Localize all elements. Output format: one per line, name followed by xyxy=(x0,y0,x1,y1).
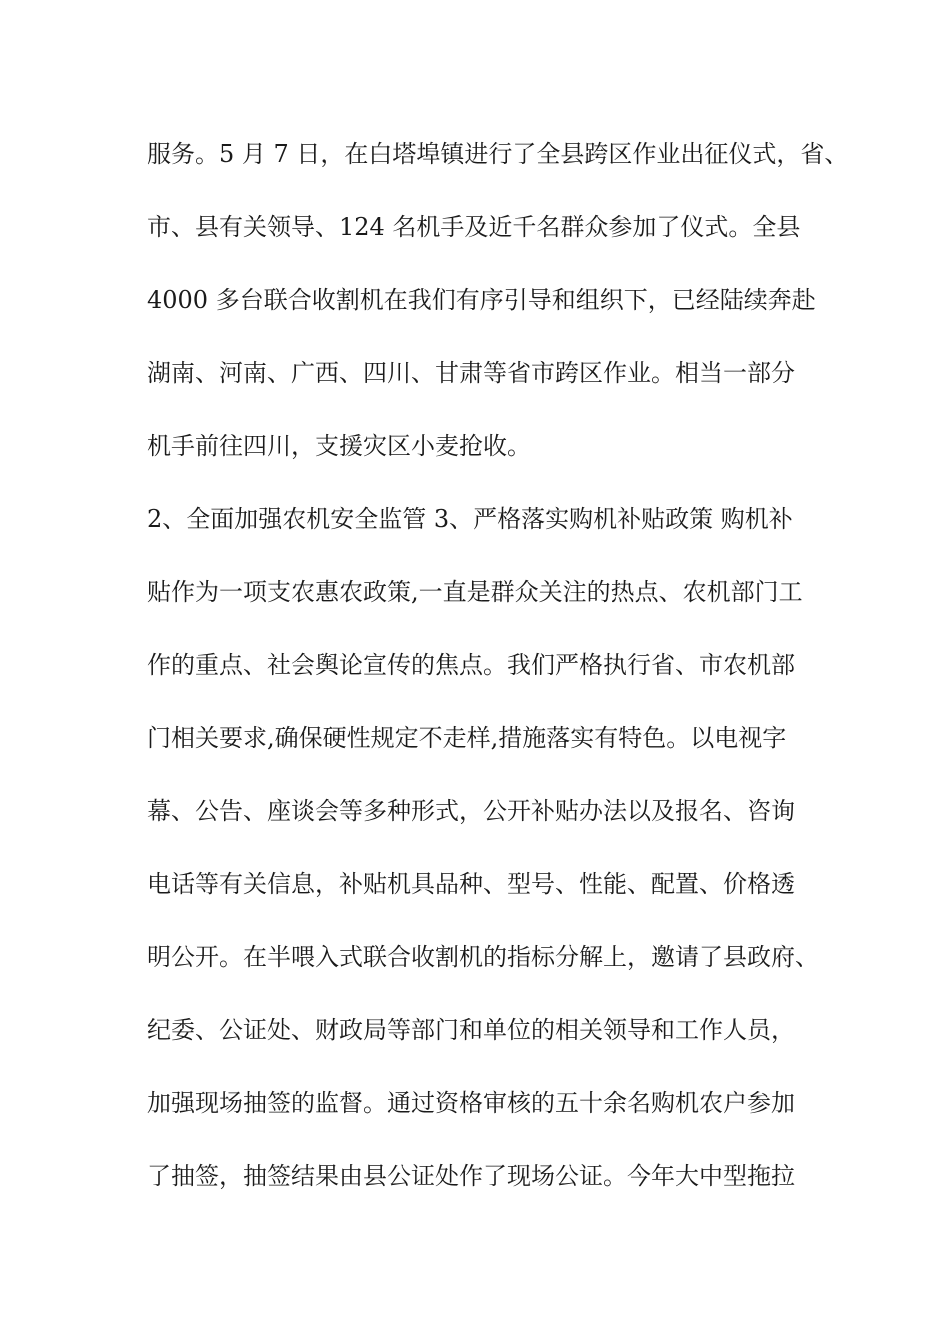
text-line: 明公开。在半喂入式联合收割机的指标分解上，邀请了县政府、 xyxy=(147,943,819,971)
text-line: 纪委、公证处、财政局等部门和单位的相关领导和工作人员， xyxy=(147,1016,795,1044)
text-line: 贴作为一项支农惠农政策,一直是群众关注的热点、农机部门工 xyxy=(147,578,803,606)
text-line: 门相关要求,确保硬性规定不走样,措施落实有特色。以电视字 xyxy=(147,724,787,752)
text-line: 机手前往四川，支援灾区小麦抢收。 xyxy=(147,432,531,460)
text-line: 作的重点、社会舆论宣传的焦点。我们严格执行省、市农机部 xyxy=(147,651,795,679)
text-line: 电话等有关信息，补贴机具品种、型号、性能、配置、价格透 xyxy=(147,870,795,898)
text-line: 湖南、河南、广西、四川、甘肃等省市跨区作业。相当一部分 xyxy=(147,359,795,387)
text-line: 服务。5 月 7 日，在白塔埠镇进行了全县跨区作业出征仪式，省、 xyxy=(147,140,849,168)
text-line: 市、县有关领导、124 名机手及近千名群众参加了仪式。全县 xyxy=(147,213,801,241)
text-line: 2、全面加强农机安全监管 3、严格落实购机补贴政策 购机补 xyxy=(147,505,793,533)
text-line: 了抽签，抽签结果由县公证处作了现场公证。今年大中型拖拉 xyxy=(147,1162,795,1190)
text-line: 加强现场抽签的监督。通过资格审核的五十余名购机农户参加 xyxy=(147,1089,795,1117)
text-line: 4000 多台联合收割机在我们有序引导和组织下，已经陆续奔赴 xyxy=(147,286,816,314)
text-line: 幕、公告、座谈会等多种形式，公开补贴办法以及报名、咨询 xyxy=(147,797,795,825)
